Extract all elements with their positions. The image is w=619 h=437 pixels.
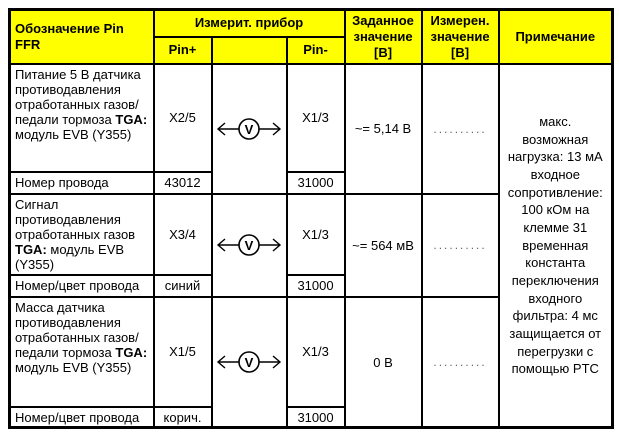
module-bold-text: TGA: xyxy=(115,111,148,127)
wire-label: Номер провода xyxy=(10,172,154,194)
header-target-value: Заданное значение [В] xyxy=(345,10,422,64)
description-text: Сигнал противодавления отработанных газов xyxy=(15,196,136,242)
pin-minus-value: X1/3 xyxy=(287,297,345,407)
module-bold-text: TGA: xyxy=(115,345,148,361)
measured-value-placeholder: .......... xyxy=(422,64,499,194)
svg-text:V: V xyxy=(244,121,254,137)
note-text: макс. возможная нагрузка: 13 мА входное сопротивление: 100 кОм на клемме 31 временная константа переключения входного фильтра: 4 мс защищается от перегрузки с помощью PTC xyxy=(499,64,613,428)
header-pin-designation: Обозначение Pin FFR xyxy=(10,10,154,64)
voltmeter-icon xyxy=(215,232,283,258)
wire-minus-value: 31000 xyxy=(287,275,345,297)
pin-plus-value: X2/5 xyxy=(154,64,212,172)
target-value: ~= 5,14 В xyxy=(345,64,422,194)
pin-measurement-table xyxy=(8,8,614,429)
module-rest-text: модуль EVB (Y355) xyxy=(15,126,132,142)
pin-minus-value: X1/3 xyxy=(287,194,345,275)
header-pin-minus: Pin- xyxy=(287,37,345,64)
signal-description xyxy=(10,194,154,275)
module-bold-text: TGA: xyxy=(15,241,47,257)
module-rest-text: модуль EVB (Y355) xyxy=(15,360,132,376)
wire-label: Номер/цвет провода xyxy=(10,407,154,428)
wire-plus-value: корич. xyxy=(154,407,212,428)
pin-plus-value: X3/4 xyxy=(154,194,212,275)
svg-text:V: V xyxy=(244,355,254,371)
voltmeter-icon xyxy=(215,349,283,375)
description-text: Питание 5 В датчика противодавления отработанных газов/педали тормоза xyxy=(15,66,141,127)
voltmeter-cell xyxy=(212,297,287,428)
target-value: 0 В xyxy=(345,297,422,428)
wire-minus-value: 31000 xyxy=(287,407,345,428)
description-text: Масса датчика противодавления отработанных газов/педали тормоза xyxy=(15,299,139,361)
wire-minus-value: 31000 xyxy=(287,172,345,194)
pin-minus-value: X1/3 xyxy=(287,64,345,172)
wire-label: Номер/цвет провода xyxy=(10,275,154,297)
voltmeter-icon xyxy=(215,116,283,142)
target-value: ~= 564 мВ xyxy=(345,194,422,297)
measured-value-placeholder: .......... xyxy=(422,194,499,297)
wire-plus-value: 43012 xyxy=(154,172,212,194)
svg-text:V: V xyxy=(244,238,254,254)
signal-description xyxy=(10,64,154,172)
voltmeter-cell xyxy=(212,64,287,194)
header-pin-plus: Pin+ xyxy=(154,37,212,64)
header-note: Примечание xyxy=(499,10,613,64)
measured-value-placeholder: .......... xyxy=(422,297,499,428)
header-measuring-device: Измерит. прибор xyxy=(154,10,345,37)
header-meter-spacer xyxy=(212,37,287,64)
wire-plus-value: синий xyxy=(154,275,212,297)
pin-plus-value: X1/5 xyxy=(154,297,212,407)
module-rest-text: модуль EVB (Y355) xyxy=(15,241,125,272)
voltmeter-cell xyxy=(212,194,287,297)
header-measured-value: Измерен. значение [В] xyxy=(422,10,499,64)
signal-description xyxy=(10,297,154,407)
